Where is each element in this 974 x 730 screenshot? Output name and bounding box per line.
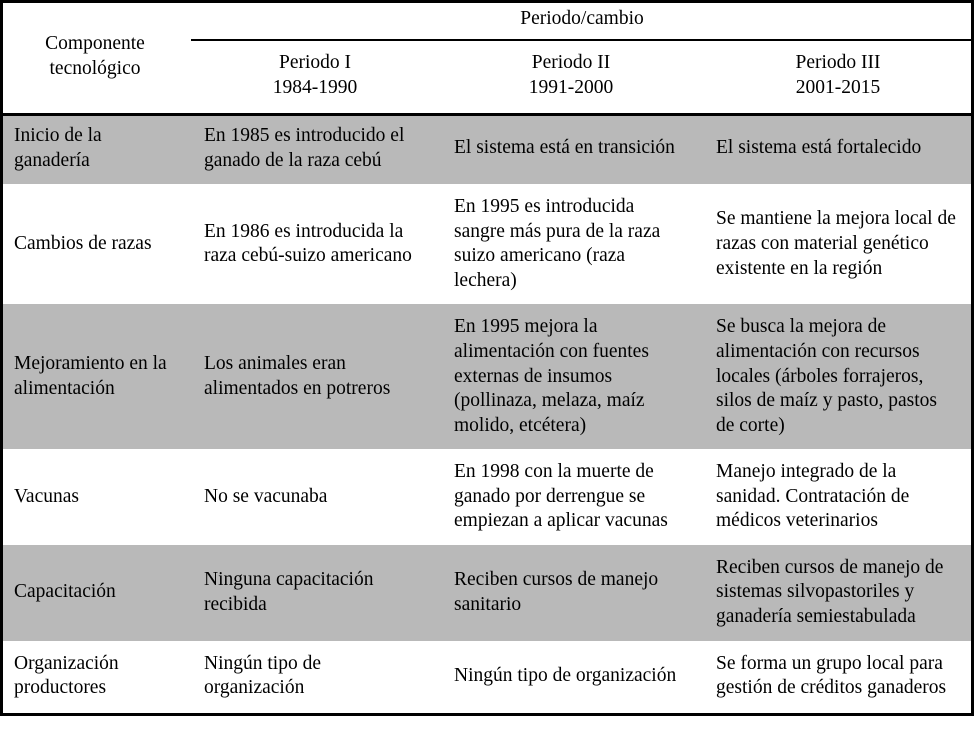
row-header-line-2: tecnológico xyxy=(49,57,141,79)
row-cell-periodo-2: El sistema está en transición xyxy=(440,113,702,184)
row-cell-periodo-3: Reciben cursos de manejo de sistemas silvopastoriles y ganadería semiestabulada xyxy=(702,545,974,641)
table-row xyxy=(0,545,974,641)
table-row xyxy=(0,641,974,712)
row-cell-periodo-3: Manejo integrado de la sanidad. Contratación de médicos veterinarios xyxy=(702,449,974,545)
row-cell-periodo-3: El sistema está fortalecido xyxy=(702,113,974,184)
periodo-2-name: Periodo II xyxy=(531,52,611,74)
column-header-periodo-1 xyxy=(190,39,440,113)
period-group-rule xyxy=(191,39,974,41)
periodo-3-years: 2001-2015 xyxy=(795,77,881,98)
table-body xyxy=(0,113,974,712)
row-cell-periodo-3: Se mantiene la mejora local de razas con material genético existente en la región xyxy=(702,184,974,304)
period-group-header: Periodo/cambio xyxy=(190,0,974,39)
table-header xyxy=(0,0,974,113)
table-top-rule xyxy=(0,0,974,3)
row-cell-periodo-2: En 1998 con la muerte de ganado por derrengue se empiezan a aplicar vacunas xyxy=(440,449,702,545)
periodo-3-name: Periodo III xyxy=(795,52,881,74)
table-row xyxy=(0,449,974,545)
table-bottom-rule xyxy=(0,713,974,716)
periodo-1-years: 1984-1990 xyxy=(272,77,358,98)
row-header-line-1: Componente xyxy=(45,32,145,54)
table-row xyxy=(0,184,974,304)
row-cell-periodo-1: En 1985 es introducido el ganado de la raza cebú xyxy=(190,113,440,184)
row-cell-periodo-3: Se forma un grupo local para gestión de créditos ganaderos xyxy=(702,641,974,712)
row-cell-periodo-1: Ninguna capacitación recibida xyxy=(190,545,440,641)
column-header-periodo-2 xyxy=(440,39,702,113)
row-cell-periodo-1: En 1986 es introducida la raza cebú-suizo americano xyxy=(190,184,440,304)
row-cell-periodo-2: Reciben cursos de manejo sanitario xyxy=(440,545,702,641)
table-row xyxy=(0,304,974,449)
row-cell-periodo-1: Los animales eran alimentados en potreros xyxy=(190,304,440,449)
row-cell-periodo-1: No se vacunaba xyxy=(190,449,440,545)
periodo-2-years: 1991-2000 xyxy=(528,77,614,98)
periodo-1-name: Periodo I xyxy=(278,52,352,74)
header-bottom-rule xyxy=(0,113,974,116)
row-header-label xyxy=(0,32,190,81)
header-row-group xyxy=(0,0,974,39)
row-component-label: Mejoramiento en la alimentación xyxy=(0,304,190,449)
row-cell-periodo-2: Ningún tipo de organización xyxy=(440,641,702,712)
table-row xyxy=(0,113,974,184)
row-cell-periodo-2: En 1995 es introducida sangre más pura de la raza suizo americano (raza lechera) xyxy=(440,184,702,304)
row-cell-periodo-3: Se busca la mejora de alimentación con recursos locales (árboles forrajeros, silos de maíz y pasto, pastos de corte) xyxy=(702,304,974,449)
column-header-periodo-3 xyxy=(702,39,974,113)
row-component-label: Inicio de la ganadería xyxy=(0,113,190,184)
row-component-label: Capacitación xyxy=(0,545,190,641)
row-header-corner-cell xyxy=(0,0,190,113)
row-component-label: Cambios de razas xyxy=(0,184,190,304)
table-left-rule xyxy=(0,0,3,716)
row-cell-periodo-2: En 1995 mejora la alimentación con fuentes externas de insumos (pollinaza, melaza, maíz molido, etcétera) xyxy=(440,304,702,449)
row-component-label: Vacunas xyxy=(0,449,190,545)
row-component-label: Organización productores xyxy=(0,641,190,712)
row-cell-periodo-1: Ningún tipo de organización xyxy=(190,641,440,712)
